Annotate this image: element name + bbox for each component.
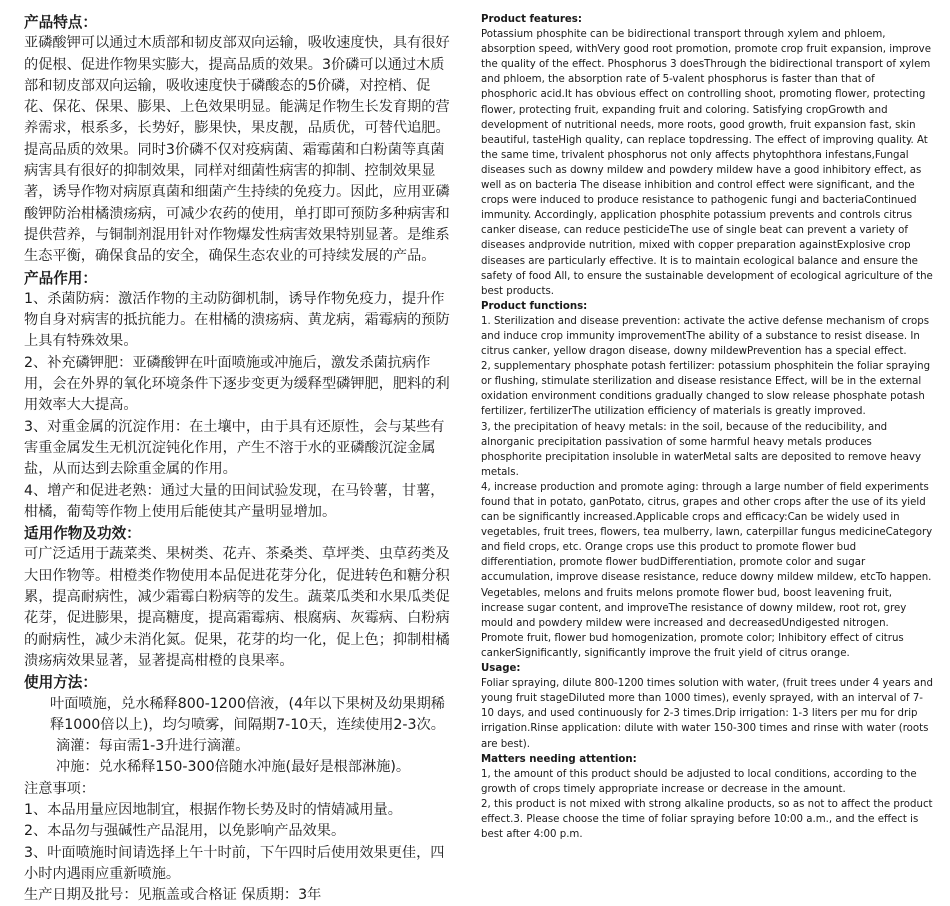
cn-note-item: 1、本品用量应因地制宜，根据作物长势及时的情婧减用量。 xyxy=(24,801,402,818)
en-functions-heading: Product functions: xyxy=(481,300,588,312)
en-function-item: 1. Sterilization and disease prevention: activate the active defense mechanism of crops and induce crop immunity improvementThe ability of a substance to resist disease. In citrus canker, yellow dragon disease, downy mildewPrevention has a special effect. xyxy=(481,315,930,358)
cn-usage-heading: 使用方法： xyxy=(24,674,97,692)
en-function-item: 2, supplementary phosphate potash fertilizer: potassium phosphitein the foliar spraying or flushing, stimulate sterilization and disease resistance Effect, will be in the external oxidation environment conditions gradually changed to slow release phosphate potash fertilizer, fertilizerThe utilization efficiency of materials is greatly improved. xyxy=(481,361,931,418)
en-features-heading: Product features: xyxy=(481,14,582,25)
cn-note-item: 3、叶面喷施时间请选择上午十时前，下午四时后使用效果更佳，四小时内遇雨应重新喷施。 xyxy=(24,844,445,882)
cn-usage-drip: 滴灌：每亩需1-3升进行滴灌。 xyxy=(56,738,250,755)
en-function-item: 3, the precipitation of heavy metals: in the soil, because of the reducibility, and alnorganic precipitation passivation of some harmful heavy metals produces phosphorite precipitation insoluble in waterMetal salts are deposited to remove heavy metals. xyxy=(481,421,921,478)
cn-footer: 生产日期及批号：见瓶盖或合格证 保质期：3年 xyxy=(24,887,322,904)
cn-functions-heading: 产品作用： xyxy=(24,269,97,287)
cn-function-item: 1、杀菌防病：激活作物的主动防御机制，诱导作物免疫力，提升作物自身对病害的抵抗能力。在柑橘的溃疡病、黄龙病，霜霉病的预防上具有特殊效果。 xyxy=(24,290,450,350)
en-usage-heading: Usage: xyxy=(481,663,521,675)
cn-crops-heading: 适用作物及功效： xyxy=(24,525,141,543)
cn-crops-body: 可广泛适用于蔬菜类、果树类、花卉、茶桑类、草坪类、虫草药类及大田作物等。柑橙类作物使用本品促进花芽分化，促进转色和糖分积累，提高耐病性，减少霜霉白粉病等的发生。蔬菜瓜类和水果瓜类促花芽，促进膨果，提高糖度，提高霜霉病、根腐病、灰霉病、白粉病的耐病性，减少未消化氮。促果，花芽的均一化，促上色；抑制柑橘溃疡病效果显著，显著提高柑橙的良果率。 xyxy=(24,546,450,669)
en-note-item: 1, the amount of this product should be adjusted to local conditions, according to the growth of crops timely appropriate increase or decrease in the amount. xyxy=(481,768,917,795)
en-note-item: 2, this product is not mixed with strong alkaline products, so as not to affect the product effect.3. Please choose the time of foliar spraying before 10:00 a.m., and the effect is best after 4:00 p.m. xyxy=(481,798,933,841)
english-column xyxy=(481,12,933,842)
en-features-body: Potassium phosphite can be bidirectional transport through xylem and phloem, absorption speed, withVery good root promotion, promote crop fruit expansion, improve the quality of the effect. Phosphorus 3 doesThrough the bidirectional transport of xylem and phloem, the absorption rate of 5-valent phosphorus is faster than that of phosphoric acid.It has obvious effect on controlling shoot, promoting flower, protecting flower, protecting fruit, expanding fruit and coloring. Satisfying cropGrowth and development of nutritional needs, more roots, good growth, fruit expansion fast, skin beautiful, tasteHigh quality, can replace topdressing. The effect of improving quality. At the same time, trivalent phosphorus not only affects phytophthora infestans,Fungal diseases such as downy mildew and powdery mildew have a good inhibitory effect, as well as on bacteria The disease inhibition and control effect were significant, and the crops were induced to produce resistance to pathogenic fungi and bacteriaContinued immunity. Accordingly, application phosphite potassium prevents and controls citrus canker disease, can reduce pesticideThe use of single beat can prevent a variety of diseases andprovide nutrition, mixed with copper preparation againstExplosive crop diseases are particularly effective. It is to maintain ecological balance and ensure the safety of food All, to ensure the sustainable development of ecological agriculture of the best products. xyxy=(481,29,933,297)
chinese-column xyxy=(24,12,452,906)
en-usage-body: Foliar spraying, dilute 800-1200 times solution with water, (fruit trees under 4 years and young fruit stageDiluted more than 1000 times), evenly sprayed, with an interval of 7-10 days, and used continuously for 2-3 times.Drip irrigation: 1-3 liters per mu for drip irrigation.Rinse application: dilute with water 150-300 times and rinse with water (roots are best). xyxy=(481,678,933,750)
cn-features-body: 亚磷酸钾可以通过木质部和韧皮部双向运输，吸收速度快，具有很好的促根、促进作物果实膨大，提高品质的效果。3价磷可以通过木质部和韧皮部双向运输，吸收速度快于磷酸态的5价磷，对控梢、促花、保花、保果、膨果、上色效果明显。能满足作物生长发育期的营养需求，根系多，长势好，膨果快，果皮靓，品质优，可替代追肥。提高品质的效果。同时3价磷不仅对疫病菌、霜霉菌和白粉菌等真菌病害具有很好的抑制效果，同样对细菌性病害的抑制、控制效果显著，诱导作物对病原真菌和细菌产生持续的免疫力。因此，应用亚磷酸钾防治柑橘溃疡病，可减少农药的使用，单打即可预防多种病害和提供营养，与铜制剂混用针对作物爆发性病害效果特别显著。是维系生态平衡，确保食品的安全，确保生态农业的可持续发展的产品。 xyxy=(24,35,450,265)
cn-features-heading: 产品特点： xyxy=(24,14,97,31)
cn-function-item: 3、对重金属的沉淀作用：在土壤中，由于具有还原性，会与某些有害重金属发生无机沉淀钝化作用，产生不溶于水的亚磷酸沉淀金属盐，从而达到去除重金属的作用。 xyxy=(24,418,445,478)
en-function-item: 4, increase production and promote aging: through a large number of field experiments found that in potato, ganPotato, citrus, grapes and other crops after the use of its yield can be significantly increased.Applicable crops and efficacy:Can be widely used in vegetables, fruit trees, flowers, tea mulberry, lawn, caterpillar fungus medicineCategory and field crops, etc. Orange crops use this product to promote flower bud differentiation, promote flower budDifferentiation, promote color and sugar accumulation, improve disease resistance, reduce downy mildew mildew, etcTo happen. Vegetables, melons and fruits melons promote flower bud, boost leavening fruit, increase sugar content, and improveThe resistance of downy mildew, root rot, grey mould and powdery mildew were increased and decreasedUndigested nitrogen. Promote fruit, flower bud homogenization, promote color; Inhibitory effect of citrus cankerSignificantly, significantly improve the fruit yield of citrus orange. xyxy=(481,481,933,659)
en-notes-heading: Matters needing attention: xyxy=(481,753,637,765)
cn-usage-flush: 冲施：兑水稀释150-300倍随水冲施(最好是根部淋施)。 xyxy=(56,759,411,776)
cn-notes-heading: 注意事项： xyxy=(24,780,95,797)
cn-function-item: 4、增产和促进老熟：通过大量的田间试验发现，在马铃薯，甘薯，柑橘，葡萄等作物上使用后能使其产量明显增加。 xyxy=(24,482,445,520)
cn-usage-spray: 叶面喷施，兑水稀释800-1200倍液，(4年以下果树及幼果期稀释1000倍以上)，均匀喷雾，间隔期7-10天，连续使用2-3次。 xyxy=(50,695,445,733)
cn-note-item: 2、本品勿与强碱性产品混用，以免影响产品效果。 xyxy=(24,823,346,840)
cn-function-item: 2、补充磷钾肥：亚磷酸钾在叶面喷施或冲施后，激发杀菌抗病作用，会在外界的氧化环境条件下逐步变更为缓释型磷钾肥，肥料的利用效率大大提高。 xyxy=(24,354,450,414)
